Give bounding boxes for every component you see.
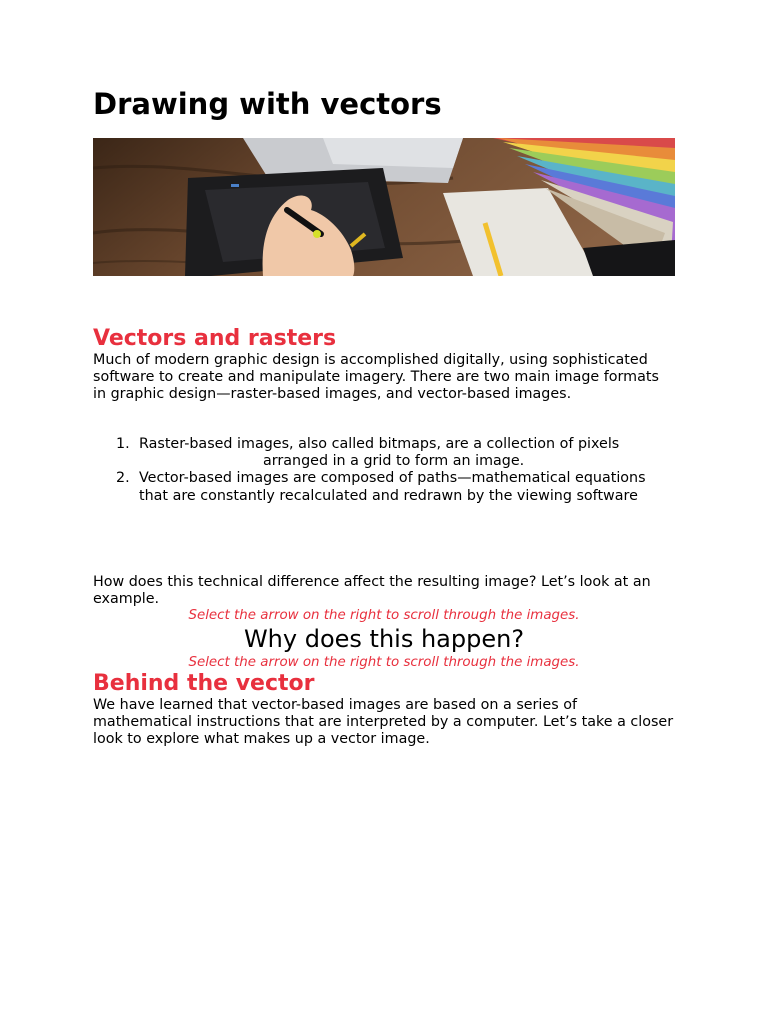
list-item-text: Raster-based images, also called bitmaps, are a collection of pixels <box>139 436 620 452</box>
list-item-text: Vector-based images are composed of paths—mathematical equations that are constantly recalculated and redrawn by the viewing software <box>139 470 646 504</box>
behind-vector-paragraph: We have learned that vector-based images are based on a series of mathematical instructions that are interpreted by a computer. Let’s take a closer look to explore what makes up a vector image. <box>93 697 674 748</box>
scroll-hint: Select the arrow on the right to scroll through the images. <box>188 608 580 623</box>
list-item-text-continued: arranged in a grid to form an image. <box>263 453 525 470</box>
scroll-hint: Select the arrow on the right to scroll through the images. <box>188 655 580 670</box>
hero-photo <box>93 138 675 276</box>
list-item <box>93 436 675 470</box>
section-heading-behind-the-vector: Behind the vector <box>93 671 315 696</box>
intro-paragraph: Much of modern graphic design is accomplished digitally, using sophisticated software to create and manipulate imagery. There are two main image formats in graphic design—raster-based images, and vector-based images. <box>93 352 659 403</box>
why-heading: Why does this happen? <box>243 625 525 653</box>
section-heading-vectors-and-rasters: Vectors and rasters <box>93 326 337 351</box>
list-number: 2. <box>116 470 130 487</box>
formats-list <box>93 436 675 505</box>
list-number: 1. <box>116 436 130 452</box>
page-title: Drawing with vectors <box>93 87 442 121</box>
question-paragraph: How does this technical difference affect the resulting image? Let’s look at an example. <box>93 574 651 608</box>
hero-image <box>93 138 675 276</box>
list-item <box>93 470 675 504</box>
